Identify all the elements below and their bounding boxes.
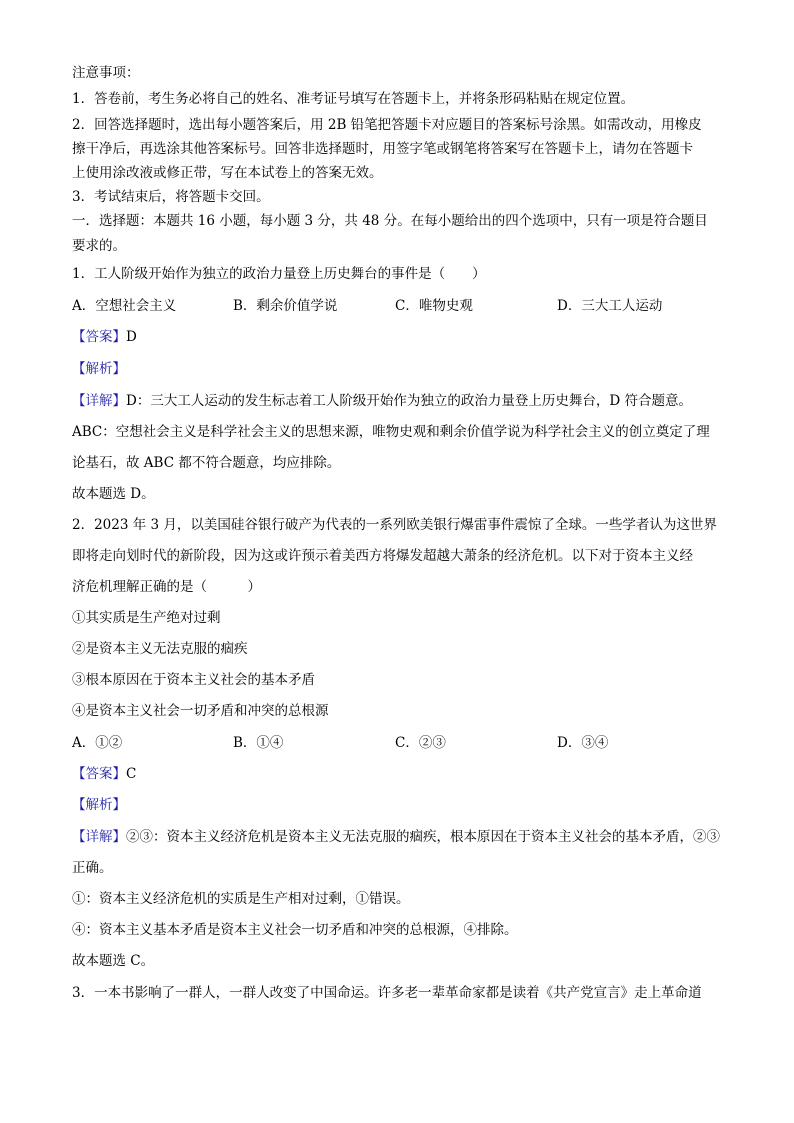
q1-detail2: ABC：空想社会主义是科学社会主义的思想来源，唯物史观和剩余价值学说为科学社会主义的创立奠定了理 [72,424,710,440]
q2-detail-text: ②③：资本主义经济危机是资本主义无法克服的痼疾，根本原因在于资本主义社会的基本矛盾，②③ [126,829,720,845]
analysis-tag: 【解析】 [72,797,126,813]
q1-option-c: C．唯物史观 [395,298,473,314]
q2-detail2: ①：资本主义经济危机的实质是生产相对过剩，①错误。 [72,891,410,907]
q1-option-d: D．三大工人运动 [557,298,663,314]
q2-option-a: A．①② [72,735,123,751]
q2-detail3: ④：资本主义基本矛盾是资本主义社会一切矛盾和冲突的总根源，④排除。 [72,922,518,938]
q1-detail [72,392,692,410]
q2-option-b: B．①④ [233,735,284,751]
q1-analysis-tag [72,360,126,378]
section-title-cont: 要求的。 [72,238,126,254]
q1-stem: 1．工人阶级开始作为独立的政治力量登上历史舞台的事件是（ ） [72,266,486,282]
q2-answer-value: C [126,766,137,782]
q2-option-d: D．③④ [557,735,609,751]
note-item-2: 2．回答选择题时，选出每小题答案后，用 2B 铅笔把答题卡对应题目的答案标号涂黑。如需改动，用橡皮 [72,117,702,133]
q2-conclusion: 故本题选 C。 [72,953,155,969]
q2-statement-1: ①其实质是生产绝对过剩 [72,610,221,626]
detail-tag: 【详解】 [72,393,126,409]
q2-answer [72,765,136,783]
detail-tag: 【详解】 [72,829,126,845]
analysis-tag: 【解析】 [72,361,126,377]
answer-tag: 【答案】 [72,329,126,345]
q1-option-a: A．空想社会主义 [72,298,177,314]
q2-detail [72,828,720,846]
q2-stem: 2．2023 年 3 月，以美国硅谷银行破产为代表的一系列欧美银行爆雷事件震惊了全球。一些学者认为这世界 [72,517,717,533]
q3-stem: 3．一本书影响了一群人，一群人改变了中国命运。许多老一辈革命家都是读着《共产党宣言》走上革命道 [72,985,702,1001]
note-item-2-cont: 擦干净后，再选涂其他答案标号。回答非选择题时，用签字笔或钢笔将答案写在答题卡上，请勿在答题卡 [72,141,693,157]
q2-statement-4: ④是资本主义社会一切矛盾和冲突的总根源 [72,703,329,719]
note-item-1: 1．答卷前，考生务必将自己的姓名、准考证号填写在答题卡上，并将条形码粘贴在规定位置。 [72,91,635,107]
q2-statement-2: ②是资本主义无法克服的痼疾 [72,641,248,657]
q2-analysis-tag [72,796,126,814]
answer-tag: 【答案】 [72,766,126,782]
q2-stem-cont: 即将走向划时代的新阶段，因为这或许预示着美西方将爆发超越大萧条的经济危机。以下对于资本主义经 [72,548,693,564]
q2-stem-cont2: 济危机理解正确的是（ ） [72,579,261,595]
section-title: 一．选择题：本题共 16 小题，每小题 3 分，共 48 分。在每小题给出的四个选项中，只有一项是符合题目 [72,213,708,229]
q2-option-c: C．②③ [395,735,446,751]
q2-statement-3: ③根本原因在于资本主义社会的基本矛盾 [72,672,315,688]
q1-conclusion: 故本题选 D。 [72,486,155,502]
q2-detail-cont: 正确。 [72,860,113,876]
q1-detail2-cont: 论基石，故 ABC 都不符合题意，均应排除。 [72,455,341,471]
q1-option-b: B．剩余价值学说 [233,298,338,314]
q1-answer-value: D [126,329,137,345]
q1-answer [72,328,137,346]
note-item-3: 3．考试结束后，将答题卡交回。 [72,189,270,205]
notes-heading: 注意事项： [72,65,140,81]
q1-detail-text: D：三大工人运动的发生标志着工人阶级开始作为独立的政治力量登上历史舞台，D 符合题意。 [126,393,692,409]
note-item-2-cont2: 上使用涂改液或修正带，写在本试卷上的答案无效。 [72,165,383,181]
